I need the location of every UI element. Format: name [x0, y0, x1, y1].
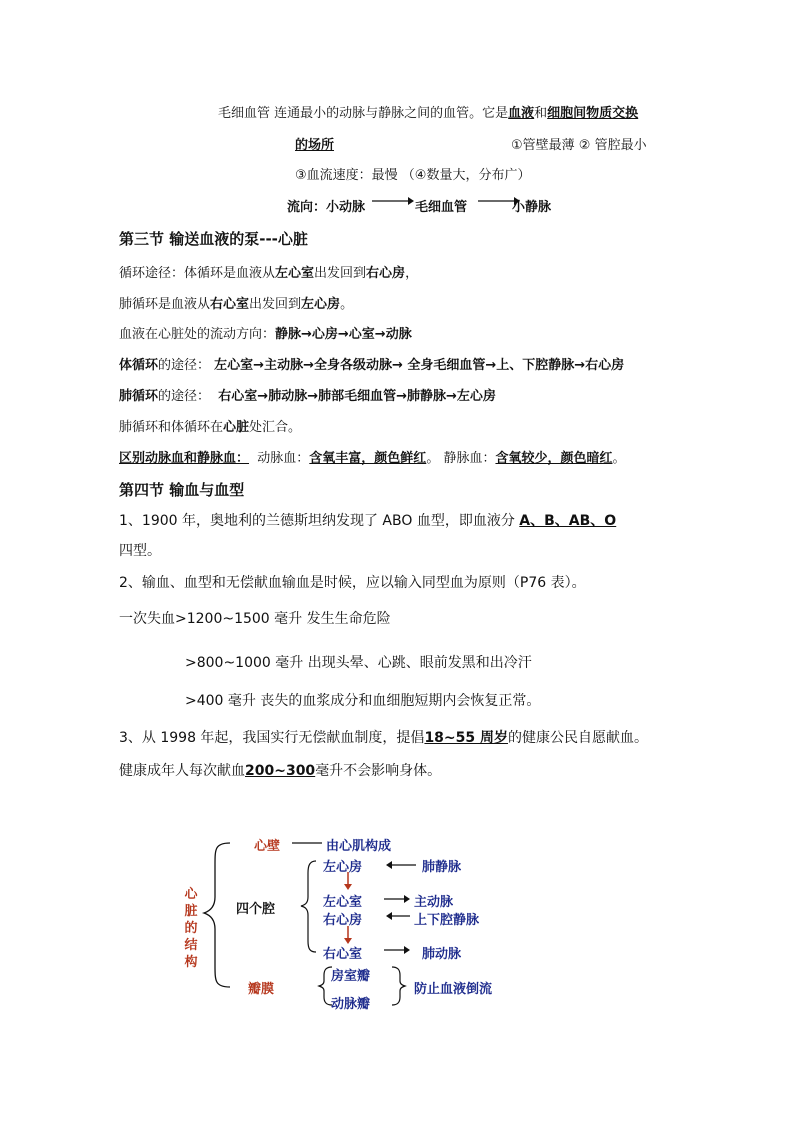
s4-para-5: >400 毫升 丧失的血浆成分和血细胞短期内会恢复正常。	[185, 693, 541, 709]
text: 血液在心脏处的流动方向：	[119, 327, 276, 342]
arterial-desc: 含氧丰富，颜色鲜红	[309, 451, 427, 466]
av-valve: 房室瓣	[331, 969, 371, 984]
four-chambers-label: 四个腔	[236, 902, 276, 917]
right-atrium: 右心房	[323, 913, 363, 928]
text: 出发回到	[249, 297, 302, 312]
section4-title: 第四节 输血与血型	[119, 481, 245, 499]
s3-para-4	[119, 354, 624, 373]
s4-para-1	[119, 510, 616, 530]
flow-label: 流向：	[287, 200, 327, 215]
s4-para-6	[119, 727, 648, 747]
term-la: 左心房	[301, 297, 341, 312]
blood-term: 血液	[508, 106, 535, 121]
text: 的健康公民自愿献血。	[508, 730, 649, 746]
valves-label: 瓣膜	[248, 982, 275, 997]
heart-wall-label: 心壁	[254, 839, 281, 854]
systemic-path: 左心室→主动脉→全身各级动脉→ 全身毛细血管→上、下腔静脉→右心房	[214, 358, 625, 373]
capillary-line-1	[218, 102, 638, 121]
heart-wall-desc: 由心肌构成	[326, 839, 392, 854]
term-lv: 左心室	[275, 266, 315, 281]
term-ra: 右心房	[366, 266, 406, 281]
distinguish-label: 区别动脉血和静脉血：	[119, 451, 250, 466]
donation-amount: 200~300	[245, 763, 316, 779]
term-pulmonary: 肺循环	[119, 389, 159, 404]
term-systemic: 体循环	[119, 358, 159, 373]
capillary-def: 毛细血管 连通最小的动脉与静脉之间的血管。它是	[218, 106, 509, 121]
term-rv: 右心室	[210, 297, 250, 312]
blood-types: A、B、AB、O	[519, 513, 617, 529]
text: 毫升不会影响身体。	[315, 763, 442, 779]
flow-line	[287, 196, 365, 215]
text: 1、1900 年，奥地利的兰德斯坦纳发现了 ABO 血型，即血液分	[119, 513, 515, 529]
venous-desc: 含氧较少，颜色暗红	[495, 451, 613, 466]
text: 的途径：	[158, 389, 211, 404]
text: ，	[405, 266, 419, 281]
text: 肺循环是血液从	[119, 297, 211, 312]
left-ventricle: 左心室	[323, 895, 363, 910]
left-atrium: 左心房	[323, 860, 363, 875]
valve-function: 防止血液倒流	[414, 982, 493, 997]
pulmonary-path: 右心室→肺动脉→肺部毛细血管→肺静脉→左心房	[218, 389, 496, 404]
flow-venule: 小静脉	[512, 200, 552, 215]
s4-para-2: 2、输血、血型和无偿献血输血是时候，应以输入同型血为原则（P76 表）。	[119, 575, 586, 591]
text: 的途径：	[158, 358, 211, 373]
and-text: 和	[534, 106, 548, 121]
text: 。	[612, 451, 626, 466]
cell-exchange-term: 细胞间物质交换	[547, 106, 639, 121]
pulmonary-vein: 肺静脉	[422, 860, 462, 875]
text: 循环途径：体循环是血液从	[119, 266, 276, 281]
s4-para-7	[119, 760, 441, 780]
vena-cava: 上下腔静脉	[414, 913, 480, 928]
s3-para-1	[119, 262, 418, 281]
text: 肺循环和体循环在	[119, 420, 224, 435]
capillary-line-3: ③血流速度：最慢 （④数量大，分布广）	[295, 168, 531, 183]
aorta: 主动脉	[414, 895, 454, 910]
s3-para-2	[119, 293, 353, 312]
capillary-line-2b: ①管壁最薄 ② 管腔最小	[511, 138, 647, 153]
flow-arteriole: 小动脉	[326, 200, 366, 215]
text: 处汇合。	[249, 420, 302, 435]
term-heart: 心脏	[223, 420, 250, 435]
s4-para-3: 一次失血>1200~1500 毫升 发生生命危险	[119, 611, 391, 627]
right-ventricle: 右心室	[323, 947, 363, 962]
capillary-line-2a: 的场所	[295, 138, 335, 153]
text: 3、从 1998 年起，我国实行无偿献血制度，提倡	[119, 730, 425, 746]
donation-age: 18~55 周岁	[424, 730, 509, 746]
flow-capillary: 毛细血管	[415, 200, 468, 215]
text: 健康成年人每次献血	[119, 763, 245, 779]
text: 动脉血：	[257, 451, 310, 466]
flow-direction: 静脉→心房→心室→动脉	[275, 327, 412, 342]
text: 出发回到	[314, 266, 367, 281]
pulmonary-artery: 肺动脉	[422, 947, 462, 962]
section3-title: 第三节 输送血液的泵---心脏	[119, 230, 308, 248]
s4-para-4: >800~1000 毫升 出现头晕、心跳、眼前发黑和出冷汗	[185, 655, 532, 671]
s4-para-1b: 四型。	[119, 543, 161, 559]
s3-para-3	[119, 323, 412, 342]
text: 。	[340, 297, 354, 312]
s3-para-6	[119, 416, 301, 435]
flow-arrow-1	[372, 194, 414, 208]
s3-para-7	[119, 447, 625, 466]
arterial-valve: 动脉瓣	[331, 997, 371, 1012]
diagram-root-label: 心脏的结构	[184, 887, 198, 970]
text: 。 静脉血：	[426, 451, 496, 466]
s3-para-5	[119, 385, 496, 404]
